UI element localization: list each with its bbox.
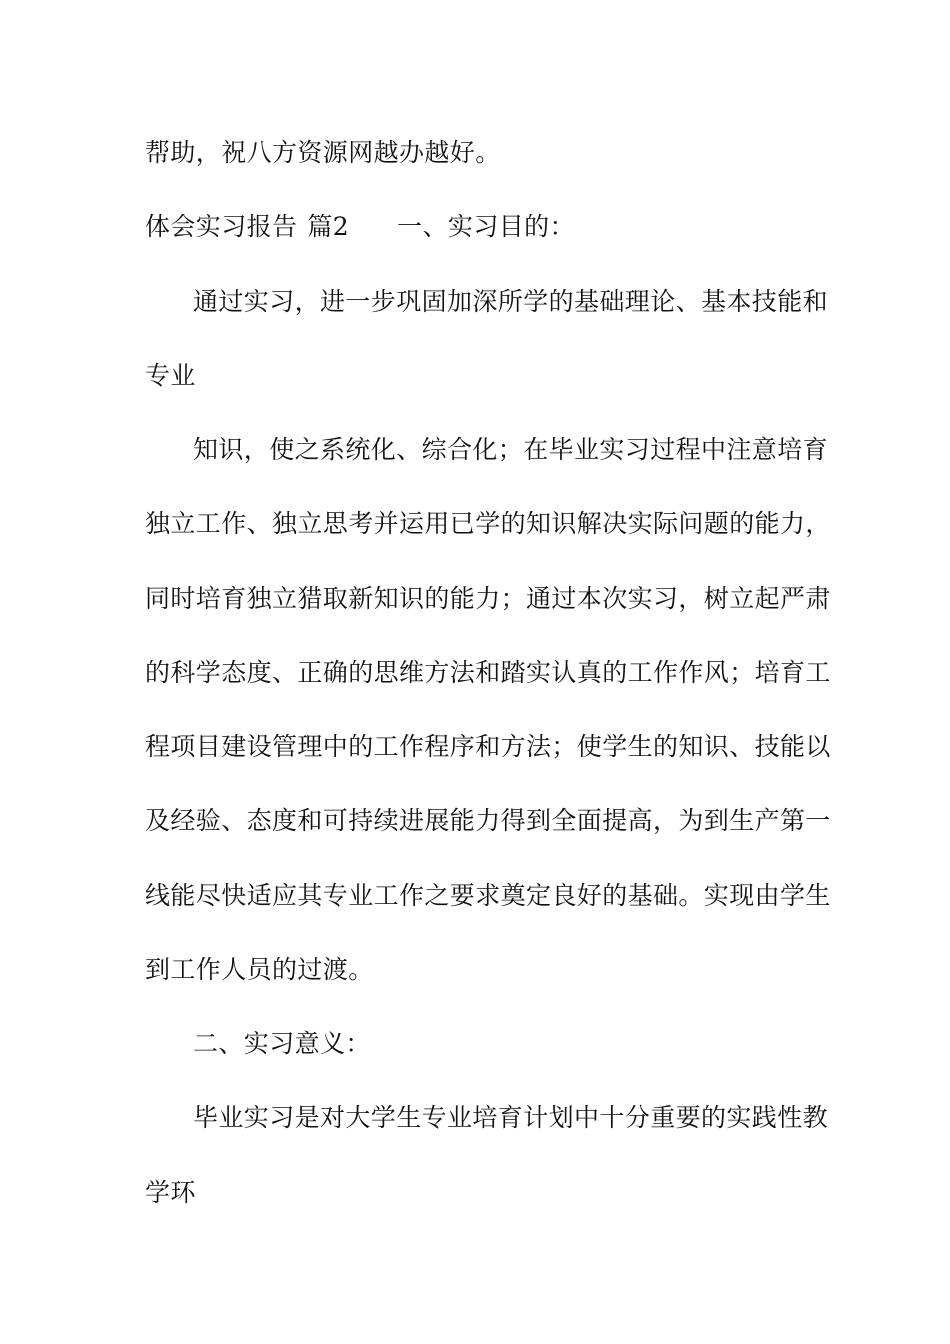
paragraph-line: 专业 xyxy=(145,361,196,390)
section-number: 篇2 xyxy=(307,212,350,241)
section-title: 体会实习报告 xyxy=(145,212,298,241)
paragraph-line: 知识，使之系统化、综合化；在毕业实习过程中注意培育 xyxy=(193,435,829,464)
paragraph-line: 同时培育独立猎取新知识的能力；通过本次实习，树立起严肃 xyxy=(145,584,831,613)
paragraph-line: 线能尽快适应其专业工作之要求奠定良好的基础。实现由学生 xyxy=(145,881,831,910)
paragraph-line: 的科学态度、正确的思维方法和踏实认真的工作作风；培育工 xyxy=(145,658,831,687)
paragraph-line: 独立工作、独立思考并运用已学的知识解决实际问题的能力， xyxy=(145,509,831,538)
paragraph-line: 程项目建设管理中的工作程序和方法；使学生的知识、技能以 xyxy=(145,732,831,761)
paragraph-line: 及经验、态度和可持续进展能力得到全面提高，为到生产第一 xyxy=(145,806,831,835)
paragraph-line: 通过实习，进一步巩固加深所学的基础理论、基本技能和 xyxy=(193,287,829,316)
paragraph-line: 毕业实习是对大学生专业培育计划中十分重要的实践性教 xyxy=(193,1103,829,1132)
section-subheading: 一、实习目的： xyxy=(397,212,575,241)
paragraph-line: 到工作人员的过渡。 xyxy=(145,955,374,984)
section-heading xyxy=(145,212,575,242)
section-heading-2: 二、实习意义： xyxy=(193,1029,371,1058)
paragraph-line: 学环 xyxy=(145,1178,196,1207)
paragraph-line: 帮助，祝八方资源网越办越好。 xyxy=(145,138,501,167)
